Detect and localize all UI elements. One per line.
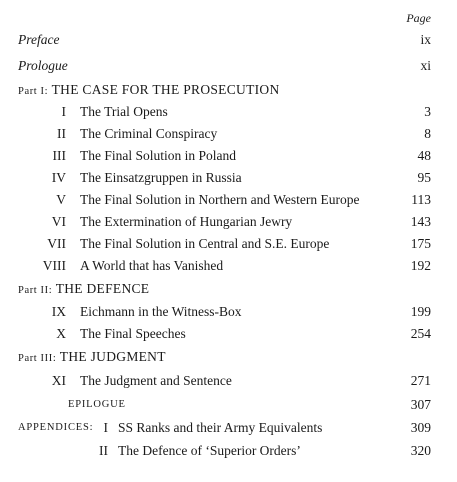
appendix-title: The Defence of ‘Superior Orders’ — [118, 443, 301, 458]
chapter-page: 271 — [410, 373, 431, 388]
chapter-number: III — [52, 148, 66, 163]
part-label: Part II: — [18, 285, 53, 296]
toc-entry-prologue — [0, 56, 457, 76]
appendix-number: II — [99, 443, 108, 458]
chapter-page: 8 — [424, 126, 431, 141]
part-heading-1 — [0, 80, 457, 100]
epilogue-title: EPILOGUE — [68, 399, 126, 410]
chapter-title: A World that has Vanished — [80, 258, 224, 273]
part-heading — [18, 347, 166, 369]
toc-entry-chapter-2 — [0, 124, 457, 144]
chapter-page: 192 — [410, 258, 431, 273]
chapter-number: I — [61, 104, 66, 119]
toc-entry-chapter-11 — [0, 371, 457, 391]
chapter-title: The Final Solution in Central and S.E. Europe — [80, 236, 330, 251]
entry-title: Preface — [18, 32, 60, 47]
chapter-number: VI — [51, 214, 66, 229]
page-column-heading-row — [0, 8, 457, 28]
part-heading-3 — [0, 347, 457, 367]
toc-entry-appendix-1 — [0, 418, 457, 438]
chapter-title: The Trial Opens — [80, 104, 168, 119]
appendix-number: I — [103, 420, 108, 435]
chapter-number: V — [56, 192, 66, 207]
chapter-title: The Final Solution in Poland — [80, 148, 237, 163]
part-label: Part III: — [18, 353, 57, 364]
entry-page: xi — [420, 58, 431, 73]
toc-entry-chapter-9 — [0, 302, 457, 322]
chapter-number: X — [56, 326, 66, 341]
chapter-title: The Judgment and Sentence — [80, 373, 232, 388]
chapter-title: The Extermination of Hungarian Jewry — [80, 214, 293, 229]
entry-page: ix — [420, 32, 431, 47]
chapter-page: 254 — [410, 326, 431, 341]
toc-entry-chapter-5 — [0, 190, 457, 210]
part-title: THE JUDGMENT — [59, 349, 166, 364]
appendices-label: APPENDICES: — [18, 422, 94, 433]
chapter-number: IX — [51, 304, 66, 319]
part-heading — [18, 80, 280, 102]
chapter-number: VII — [47, 236, 66, 251]
chapter-page: 95 — [417, 170, 431, 185]
toc-entry-preface — [0, 30, 457, 50]
chapter-page: 143 — [410, 214, 431, 229]
part-title: THE DEFENCE — [55, 281, 150, 296]
part-title: THE CASE FOR THE PROSECUTION — [51, 82, 280, 97]
appendix-page: 309 — [410, 420, 431, 435]
toc-entry-appendix-2 — [0, 441, 457, 461]
appendix-page: 320 — [410, 443, 431, 458]
toc-entry-chapter-1 — [0, 102, 457, 122]
chapter-page: 48 — [417, 148, 431, 163]
chapter-title: The Criminal Conspiracy — [80, 126, 218, 141]
part-heading — [18, 279, 149, 301]
chapter-page: 199 — [410, 304, 431, 319]
toc-entry-chapter-7 — [0, 234, 457, 254]
toc-entry-chapter-10 — [0, 324, 457, 344]
part-label: Part I: — [18, 86, 49, 97]
toc-entry-chapter-4 — [0, 168, 457, 188]
chapter-title: The Final Solution in Northern and Western Europe — [80, 192, 360, 207]
toc-entry-chapter-6 — [0, 212, 457, 232]
chapter-title: The Final Speeches — [80, 326, 186, 341]
toc-entry-epilogue — [0, 395, 457, 415]
entry-title: Prologue — [18, 58, 68, 73]
chapter-number: II — [57, 126, 66, 141]
chapter-number: IV — [51, 170, 66, 185]
chapter-page: 113 — [411, 192, 431, 207]
part-heading-2 — [0, 279, 457, 299]
chapter-page: 175 — [410, 236, 431, 251]
toc-entry-chapter-3 — [0, 146, 457, 166]
chapter-number: VIII — [42, 258, 66, 273]
appendix-title: SS Ranks and their Army Equivalents — [118, 420, 323, 435]
epilogue-page: 307 — [410, 397, 431, 412]
page-column-heading: Page — [406, 11, 431, 25]
toc-entry-chapter-8 — [0, 256, 457, 276]
chapter-title: Eichmann in the Witness-Box — [80, 304, 242, 319]
chapter-page: 3 — [424, 104, 431, 119]
chapter-number: XI — [51, 373, 66, 388]
chapter-title: The Einsatzgruppen in Russia — [80, 170, 242, 185]
